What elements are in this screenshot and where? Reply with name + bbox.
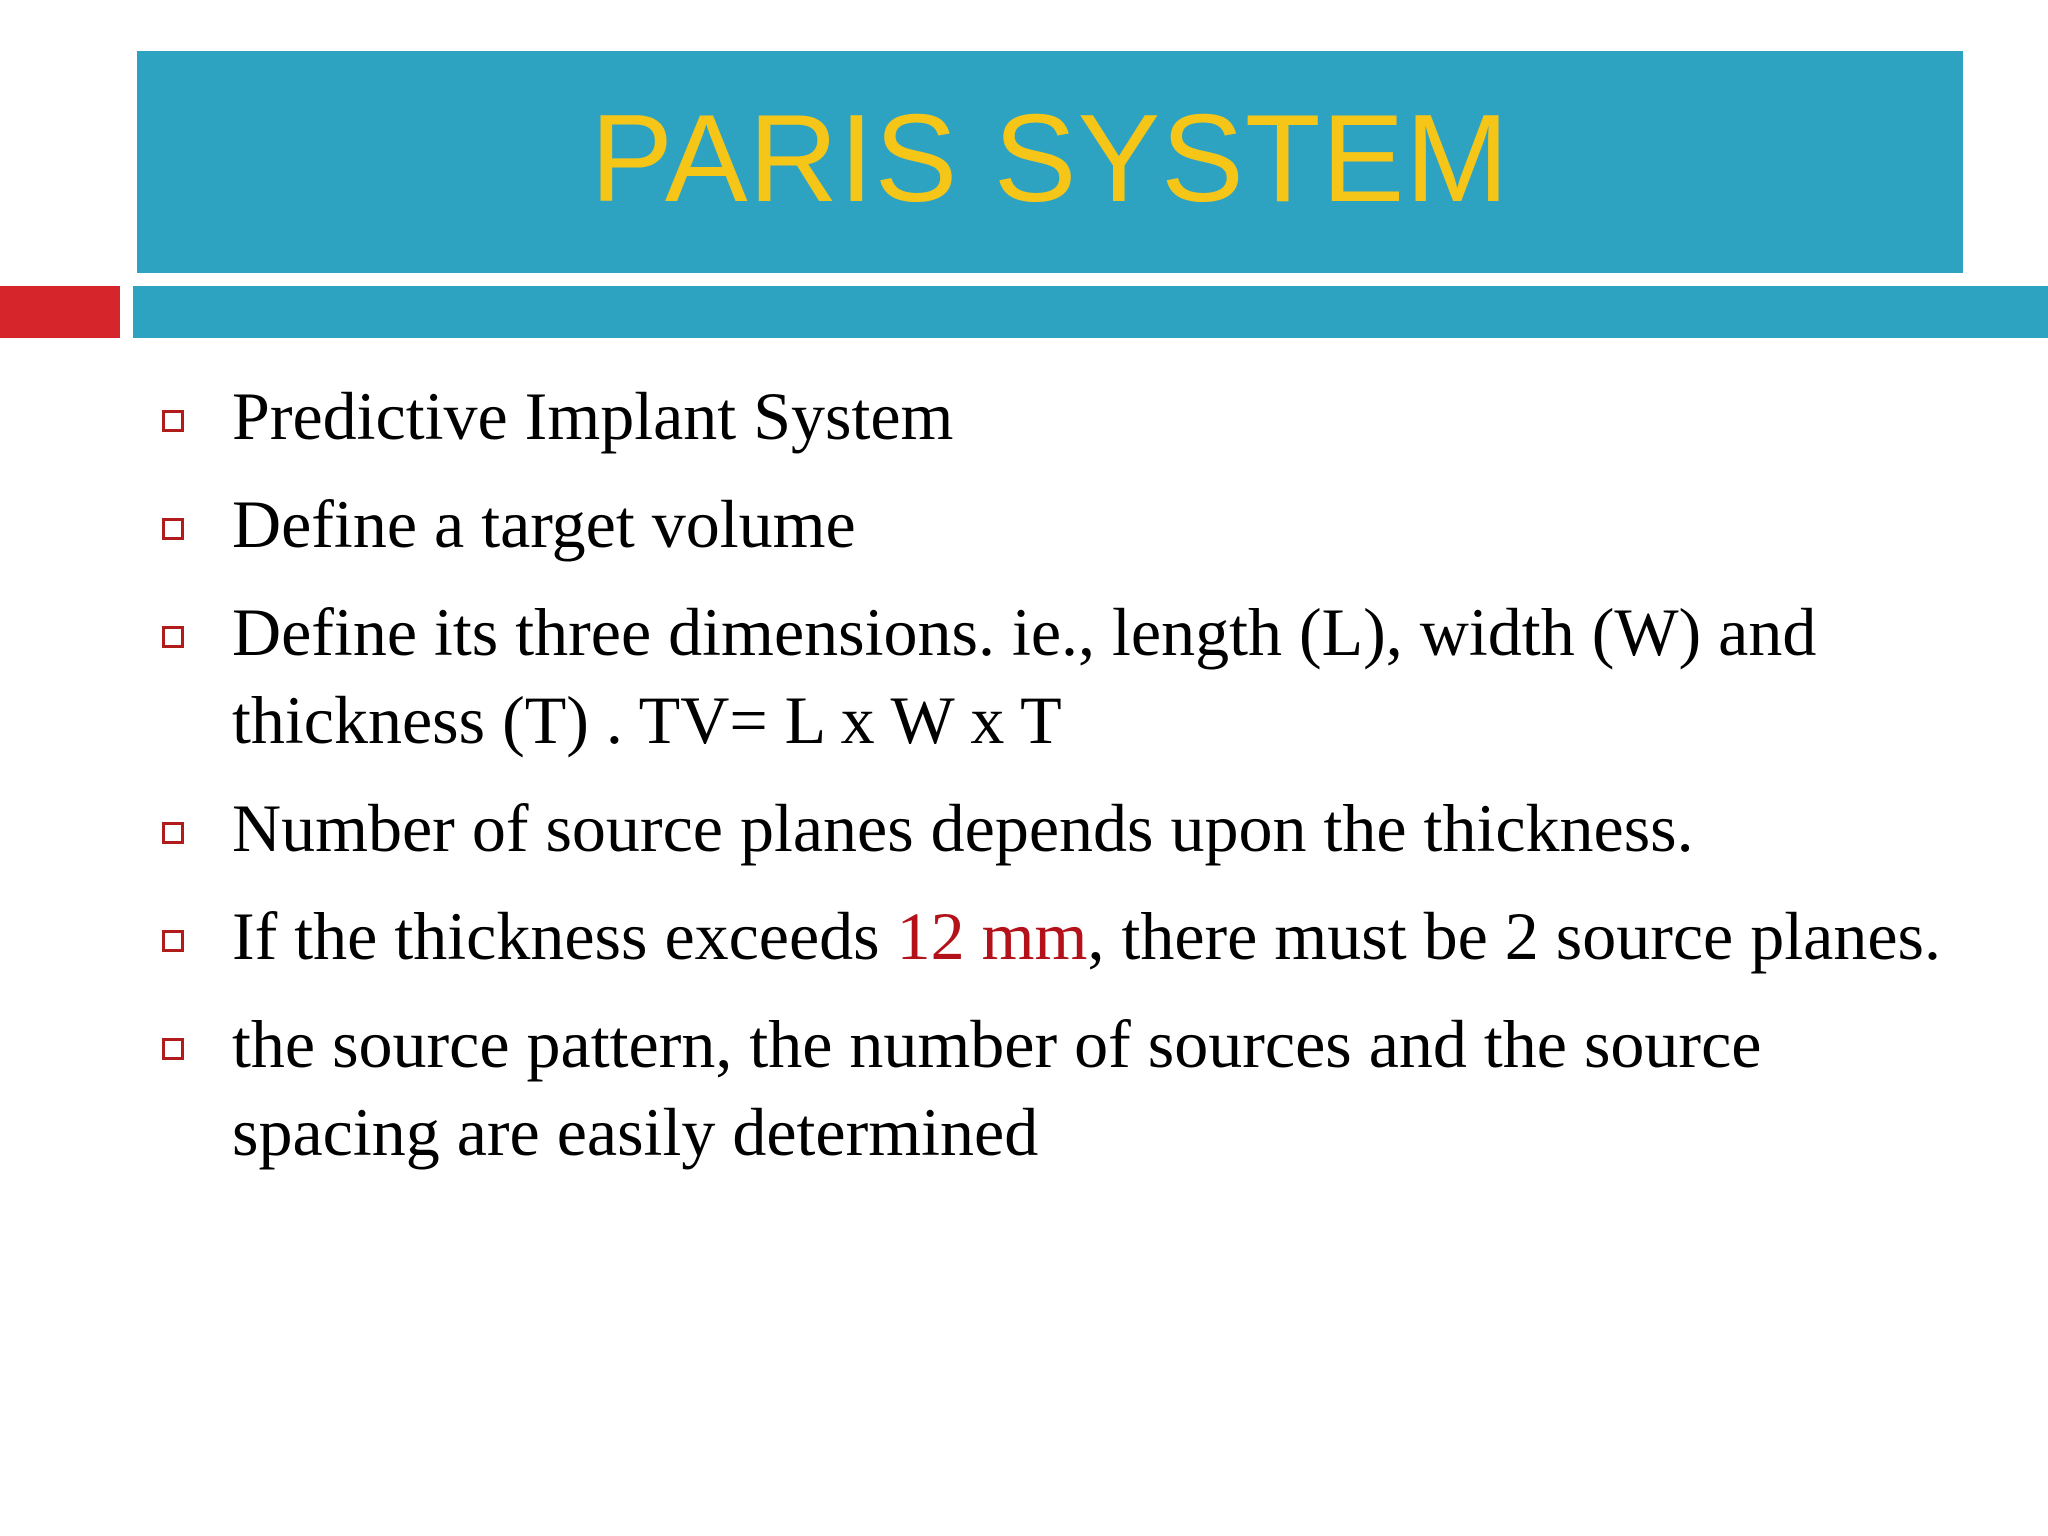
bullet-item xyxy=(160,892,1980,980)
accent-blue-bar xyxy=(133,286,2048,338)
square-bullet-icon xyxy=(162,1038,184,1060)
bullet-text-post: , there must be 2 source planes. xyxy=(1087,898,1941,974)
square-bullet-icon xyxy=(162,410,184,432)
bullet-text: the source pattern, the number of sources and the source spacing are easily determined xyxy=(232,1006,1762,1170)
bullet-highlight: 12 mm xyxy=(896,898,1088,974)
square-bullet-icon xyxy=(162,626,184,648)
bullet-item xyxy=(160,480,1980,568)
bullet-item xyxy=(160,784,1980,872)
bullet-text: Number of source planes depends upon the thickness. xyxy=(232,790,1694,866)
bullet-item xyxy=(160,372,1980,460)
bullet-item xyxy=(160,588,1980,764)
bullet-text: Define its three dimensions. ie., length (L), width (W) and thickness (T) . TV= L x W x T xyxy=(232,594,1817,758)
accent-red-bar xyxy=(0,286,120,338)
bullet-text: Define a target volume xyxy=(232,486,856,562)
square-bullet-icon xyxy=(162,822,184,844)
bullet-text: Predictive Implant System xyxy=(232,378,954,454)
square-bullet-icon xyxy=(162,930,184,952)
bullet-text-pre: If the thickness exceeds xyxy=(232,898,897,974)
slide-title: PARIS SYSTEM xyxy=(590,90,1510,228)
square-bullet-icon xyxy=(162,518,184,540)
title-band xyxy=(137,51,1963,273)
bullet-list xyxy=(160,372,1980,1196)
bullet-item xyxy=(160,1000,1980,1176)
